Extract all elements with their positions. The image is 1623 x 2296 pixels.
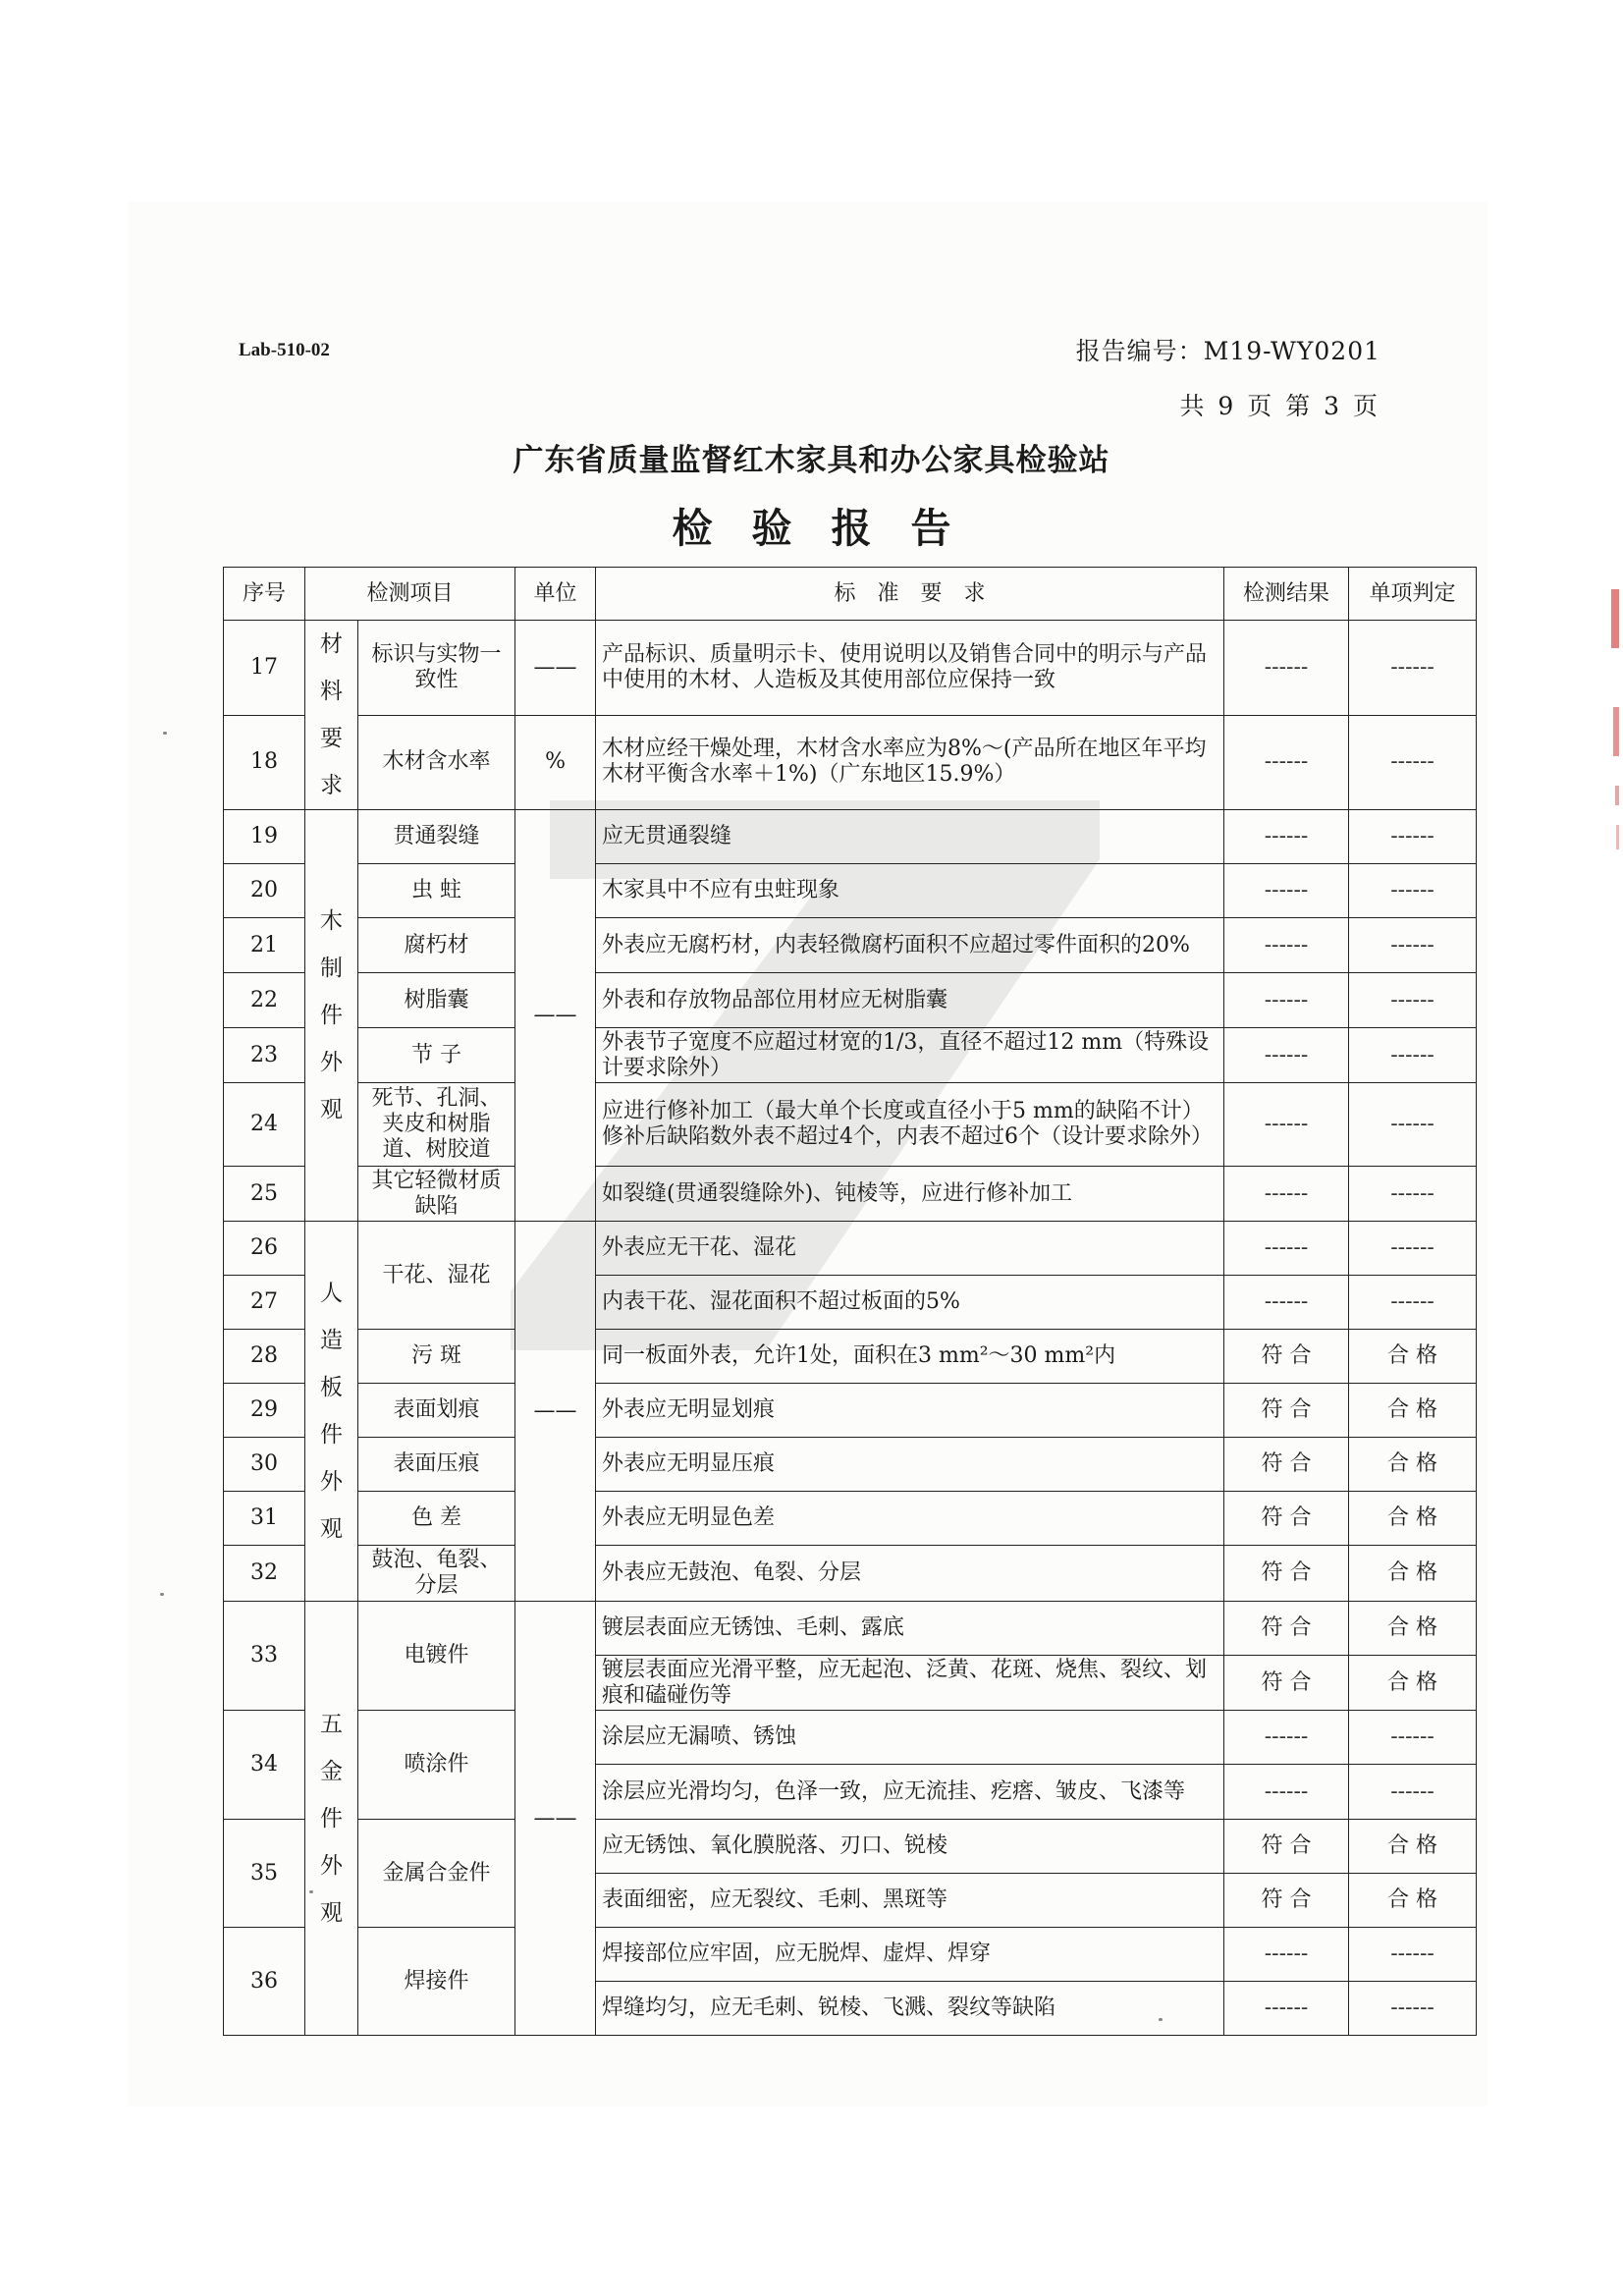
table-row [224, 864, 1477, 918]
row-result: 符 合 [1224, 1874, 1349, 1928]
header-requirement: 标 准 要 求 [596, 568, 1224, 621]
row-result: ------ [1224, 1928, 1349, 1982]
row-judgement: 合 格 [1349, 1602, 1477, 1656]
row-unit: —— [515, 1222, 596, 1602]
row-result: ------ [1224, 1765, 1349, 1820]
table-row [224, 1028, 1477, 1083]
row-result: 符 合 [1224, 1602, 1349, 1656]
report-number-label: 报告编号： [1075, 337, 1204, 365]
row-requirement: 涂层应光滑均匀，色泽一致，应无流挂、疙瘩、皱皮、飞漆等 [596, 1765, 1224, 1820]
row-no: 17 [224, 621, 305, 716]
row-item: 腐朽材 [358, 918, 515, 973]
row-no: 18 [224, 715, 305, 810]
row-requirement: 镀层表面应光滑平整，应无起泡、泛黄、花斑、烧焦、裂纹、划痕和磕碰伤等 [596, 1656, 1224, 1711]
station-name: 广东省质量监督红木家具和办公家具检验站 [513, 443, 1110, 478]
row-requirement: 外表节子宽度不应超过材宽的1/3，直径不超过12 mm（特殊设计要求除外） [596, 1028, 1224, 1083]
row-judgement: ------ [1349, 810, 1477, 864]
row-judgement: 合 格 [1349, 1820, 1477, 1874]
row-no: 24 [224, 1083, 305, 1167]
row-item: 色 差 [358, 1492, 515, 1546]
report-number-value: M19-WY0201 [1203, 337, 1380, 365]
row-judgement: ------ [1349, 1982, 1477, 2036]
table-row [224, 1438, 1477, 1492]
row-item: 表面压痕 [358, 1438, 515, 1492]
row-item: 电镀件 [358, 1602, 515, 1711]
row-judgement: ------ [1349, 1276, 1477, 1330]
row-requirement: 外表应无鼓泡、龟裂、分层 [596, 1546, 1224, 1602]
row-requirement: 应无贯通裂缝 [596, 810, 1224, 864]
row-unit: % [515, 715, 596, 810]
row-no: 29 [224, 1384, 305, 1438]
row-unit: —— [515, 810, 596, 1222]
row-judgement: ------ [1349, 1083, 1477, 1167]
row-judgement: 合 格 [1349, 1330, 1477, 1384]
header-result: 检测结果 [1224, 568, 1349, 621]
row-judgement: 合 格 [1349, 1384, 1477, 1438]
row-item: 喷涂件 [358, 1711, 515, 1820]
row-no: 36 [224, 1928, 305, 2036]
row-judgement: ------ [1349, 1765, 1477, 1820]
table-row [224, 1546, 1477, 1602]
row-judgement: ------ [1349, 1028, 1477, 1083]
row-requirement: 外表应无腐朽材，内表轻微腐朽面积不应超过零件面积的20% [596, 918, 1224, 973]
row-judgement: ------ [1349, 973, 1477, 1028]
row-requirement: 内表干花、湿花面积不超过板面的5% [596, 1276, 1224, 1330]
row-requirement: 木家具中不应有虫蛀现象 [596, 864, 1224, 918]
row-result: 符 合 [1224, 1384, 1349, 1438]
row-requirement: 镀层表面应无锈蚀、毛刺、露底 [596, 1602, 1224, 1656]
table-row [224, 1820, 1477, 1874]
row-no: 32 [224, 1546, 305, 1602]
row-requirement: 外表应无明显色差 [596, 1492, 1224, 1546]
row-requirement: 外表应无明显划痕 [596, 1384, 1224, 1438]
row-item: 死节、孔洞、夹皮和树脂道、树胶道 [358, 1083, 515, 1167]
row-item: 干花、湿花 [358, 1222, 515, 1330]
row-item: 表面划痕 [358, 1384, 515, 1438]
row-result: ------ [1224, 1167, 1349, 1222]
table-row [224, 1384, 1477, 1438]
row-item: 节 子 [358, 1028, 515, 1083]
row-judgement: ------ [1349, 621, 1477, 716]
row-requirement: 木材应经干燥处理，木材含水率应为8%～(产品所在地区年平均木材平衡含水率＋1%)（广东地区15.9%） [596, 715, 1224, 810]
row-result: ------ [1224, 864, 1349, 918]
row-requirement: 应进行修补加工（最大单个长度或直径小于5 mm的缺陷不计）修补后缺陷数外表不超过4个，内表不超过6个（设计要求除外） [596, 1083, 1224, 1167]
row-result: ------ [1224, 1028, 1349, 1083]
row-requirement: 同一板面外表，允许1处，面积在3 mm²～30 mm²内 [596, 1330, 1224, 1384]
table-header-row [224, 568, 1477, 621]
table-row [224, 1711, 1477, 1765]
row-judgement: 合 格 [1349, 1874, 1477, 1928]
row-result: ------ [1224, 621, 1349, 716]
row-item: 虫 蛀 [358, 864, 515, 918]
table-row [224, 810, 1477, 864]
row-requirement: 外表和存放物品部位用材应无树脂囊 [596, 973, 1224, 1028]
row-result: ------ [1224, 973, 1349, 1028]
row-no: 25 [224, 1167, 305, 1222]
scan-speck [1159, 2018, 1163, 2021]
row-item: 标识与实物一致性 [358, 621, 515, 716]
table-row [224, 1602, 1477, 1656]
row-judgement: 合 格 [1349, 1438, 1477, 1492]
page-info: 共 9 页 第 3 页 [1179, 392, 1380, 420]
row-judgement: 合 格 [1349, 1492, 1477, 1546]
row-requirement: 焊缝均匀，应无毛刺、锐棱、飞溅、裂纹等缺陷 [596, 1982, 1224, 2036]
lab-code: Lab-510-02 [239, 340, 330, 360]
inspection-table [223, 567, 1477, 2036]
row-no: 20 [224, 864, 305, 918]
row-requirement: 应无锈蚀、氧化膜脱落、刃口、锐棱 [596, 1820, 1224, 1874]
row-judgement: 合 格 [1349, 1656, 1477, 1711]
row-result: 符 合 [1224, 1820, 1349, 1874]
category-board: 人 造 板 件 外 观 [305, 1222, 358, 1602]
row-result: ------ [1224, 1083, 1349, 1167]
row-no: 28 [224, 1330, 305, 1384]
row-item: 金属合金件 [358, 1820, 515, 1928]
row-no: 27 [224, 1276, 305, 1330]
row-no: 34 [224, 1711, 305, 1820]
row-no: 21 [224, 918, 305, 973]
row-result: ------ [1224, 918, 1349, 973]
row-result: ------ [1224, 715, 1349, 810]
row-no: 19 [224, 810, 305, 864]
row-no: 26 [224, 1222, 305, 1276]
table-row [224, 1083, 1477, 1167]
row-result: 符 合 [1224, 1438, 1349, 1492]
scan-speck [163, 732, 167, 735]
scan-speck [309, 1890, 313, 1893]
category-wood: 木 制 件 外 观 [305, 810, 358, 1222]
table-row [224, 918, 1477, 973]
document-title: 检验报告 [672, 505, 991, 552]
row-result: 符 合 [1224, 1546, 1349, 1602]
row-requirement: 表面细密，应无裂纹、毛刺、黑斑等 [596, 1874, 1224, 1928]
header-judgement: 单项判定 [1349, 568, 1477, 621]
row-judgement: ------ [1349, 715, 1477, 810]
row-judgement: ------ [1349, 1167, 1477, 1222]
row-judgement: ------ [1349, 1928, 1477, 1982]
category-hardware: 五 金 件 外 观 [305, 1602, 358, 2036]
row-judgement: 合 格 [1349, 1546, 1477, 1602]
row-unit: —— [515, 621, 596, 716]
row-result: ------ [1224, 1222, 1349, 1276]
row-judgement: ------ [1349, 1222, 1477, 1276]
row-no: 23 [224, 1028, 305, 1083]
row-no: 22 [224, 973, 305, 1028]
table-row [224, 1330, 1477, 1384]
row-result: 符 合 [1224, 1330, 1349, 1384]
header-item: 检测项目 [305, 568, 515, 621]
table-row [224, 1492, 1477, 1546]
row-no: 35 [224, 1820, 305, 1928]
table-row [224, 1928, 1477, 1982]
row-result: ------ [1224, 1276, 1349, 1330]
row-item: 其它轻微材质缺陷 [358, 1167, 515, 1222]
row-unit: —— [515, 1602, 596, 2036]
row-item: 贯通裂缝 [358, 810, 515, 864]
table-row [224, 1222, 1477, 1276]
row-judgement: ------ [1349, 864, 1477, 918]
table-row [224, 1167, 1477, 1222]
row-requirement: 涂层应无漏喷、锈蚀 [596, 1711, 1224, 1765]
header-seq: 序号 [224, 568, 305, 621]
header-unit: 单位 [515, 568, 596, 621]
row-requirement: 外表应无干花、湿花 [596, 1222, 1224, 1276]
row-requirement: 如裂缝(贯通裂缝除外)、钝棱等，应进行修补加工 [596, 1167, 1224, 1222]
row-requirement: 焊接部位应牢固，应无脱焊、虚焊、焊穿 [596, 1928, 1224, 1982]
row-item: 木材含水率 [358, 715, 515, 810]
scan-speck [160, 1593, 164, 1596]
row-result: ------ [1224, 1982, 1349, 2036]
red-stamp-edge-icon [1603, 589, 1623, 854]
row-result: 符 合 [1224, 1492, 1349, 1546]
category-material: 材 料 要 求 [305, 621, 358, 810]
row-no: 31 [224, 1492, 305, 1546]
row-requirement: 外表应无明显压痕 [596, 1438, 1224, 1492]
row-item: 鼓泡、龟裂、分层 [358, 1546, 515, 1602]
row-no: 30 [224, 1438, 305, 1492]
row-judgement: ------ [1349, 918, 1477, 973]
row-item: 污 斑 [358, 1330, 515, 1384]
row-result: ------ [1224, 1711, 1349, 1765]
table-row [224, 973, 1477, 1028]
report-number [1076, 332, 1380, 367]
table-row [224, 621, 1477, 716]
row-item: 树脂囊 [358, 973, 515, 1028]
row-no: 33 [224, 1602, 305, 1711]
row-result: 符 合 [1224, 1656, 1349, 1711]
row-result: ------ [1224, 810, 1349, 864]
row-judgement: ------ [1349, 1711, 1477, 1765]
row-requirement: 产品标识、质量明示卡、使用说明以及销售合同中的明示与产品中使用的木材、人造板及其使用部位应保持一致 [596, 621, 1224, 716]
table-row [224, 715, 1477, 810]
row-item: 焊接件 [358, 1928, 515, 2036]
